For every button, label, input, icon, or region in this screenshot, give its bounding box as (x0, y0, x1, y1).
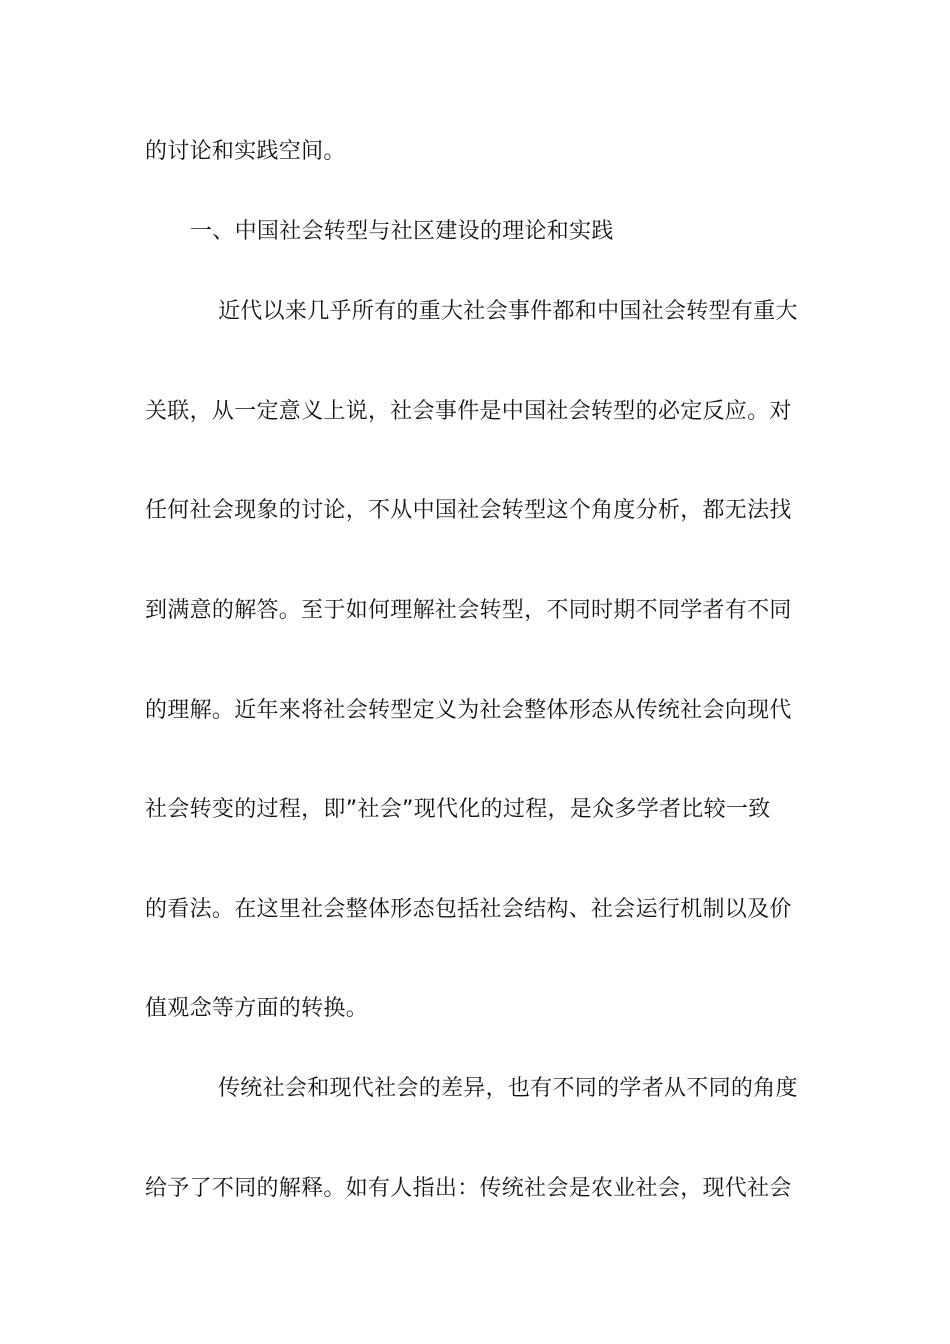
text-line: 的理解。近年来将社会转型定义为社会整体形态从传统社会向现代 (145, 698, 792, 723)
text-line: 的看法。在这里社会整体形态包括社会结构、社会运行机制以及价 (145, 897, 792, 922)
text-line: 关联，从一定意义上说，社会事件是中国社会转型的必定反应。对 (145, 399, 792, 424)
text-line: 近代以来几乎所有的重大社会事件都和中国社会转型有重大 (218, 299, 798, 324)
text-line: 的讨论和实践空间。 (145, 139, 346, 164)
text-line: 值观念等方面的转换。 (145, 996, 369, 1021)
text-line: 给予了不同的解释。如有人指出：传统社会是农业社会，现代社会 (145, 1176, 792, 1201)
text-line: 社会转变的过程，即”社会”现代化的过程，是众多学者比较一致 (145, 797, 771, 822)
text-line: 传统社会和现代社会的差异，也有不同的学者从不同的角度 (218, 1076, 798, 1101)
text-line: 任何社会现象的讨论，不从中国社会转型这个角度分析，都无法找 (145, 498, 792, 523)
section-heading: 一、中国社会转型与社区建设的理论和实践 (190, 219, 614, 244)
text-line: 到满意的解答。至于如何理解社会转型，不同时期不同学者有不同 (145, 598, 792, 623)
